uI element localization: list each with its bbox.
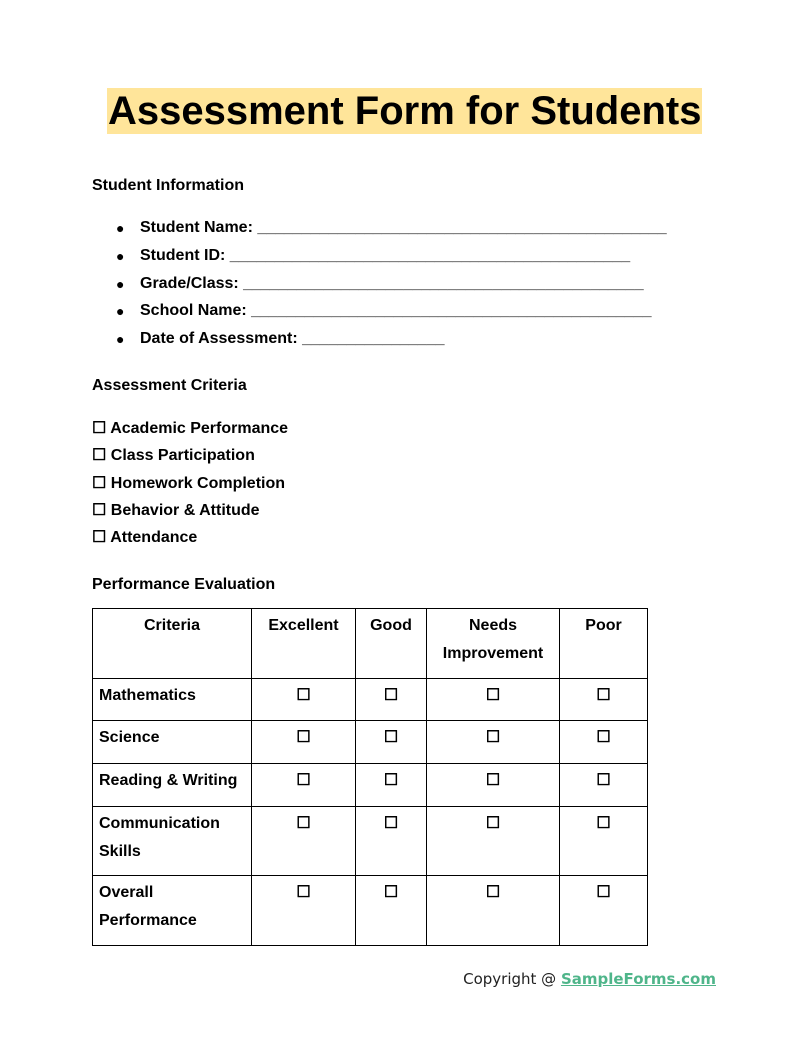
student-id-field[interactable] <box>116 246 667 274</box>
column-header-needs-improvement: Needs Improvement <box>427 609 560 679</box>
checkbox-reading-writing-excellent[interactable]: ☐ <box>252 764 356 807</box>
performance-evaluation-heading: Performance Evaluation <box>92 576 276 593</box>
checkbox-communication-skills-good[interactable]: ☐ <box>356 807 427 876</box>
checkbox-mathematics-needs-improvement[interactable]: ☐ <box>427 679 560 721</box>
table-row <box>93 764 648 807</box>
checkbox-overall-performance-good[interactable]: ☐ <box>356 876 427 946</box>
criteria-checkbox-behavior-attitude[interactable]: ☐ Behavior & Attitude <box>92 501 260 519</box>
column-header-good: Good <box>356 609 427 679</box>
sampleforms-link[interactable]: SampleForms.com <box>560 970 716 988</box>
criteria-checkbox-academic-performance[interactable]: ☐ Academic Performance <box>92 420 289 437</box>
copyright-text: Copyright @ <box>463 970 561 988</box>
table-row <box>93 876 648 946</box>
criteria-checklist <box>92 419 288 555</box>
bullet-icon: ● <box>116 275 125 292</box>
checkbox-mathematics-poor[interactable]: ☐ <box>560 679 648 721</box>
grade-class-field[interactable] <box>116 274 667 302</box>
checkbox-mathematics-excellent[interactable]: ☐ <box>252 679 356 721</box>
criteria-checkbox-class-participation[interactable]: ☐ Class Participation <box>92 447 255 465</box>
row-label-reading-writing: Reading & Writing <box>93 764 252 807</box>
table-row <box>93 679 648 721</box>
checkbox-communication-skills-needs-improvement[interactable]: ☐ <box>427 807 560 876</box>
checkbox-reading-writing-poor[interactable]: ☐ <box>560 764 648 807</box>
checkbox-reading-writing-good[interactable]: ☐ <box>356 764 427 807</box>
student-id-label: Student ID: _____________________________________________ <box>140 246 631 264</box>
student-info-list <box>116 218 667 357</box>
table-row <box>93 807 648 876</box>
row-label-communication-skills: Communication Skills <box>93 807 252 876</box>
checkbox-overall-performance-poor[interactable]: ☐ <box>560 876 648 946</box>
row-label-science: Science <box>93 721 252 764</box>
row-label-mathematics: Mathematics <box>93 679 252 721</box>
date-of-assessment-field[interactable] <box>116 329 667 357</box>
school-name-field[interactable] <box>116 301 667 329</box>
column-header-poor: Poor <box>560 609 648 679</box>
checkbox-science-good[interactable]: ☐ <box>356 721 427 764</box>
bullet-icon: ● <box>116 220 125 236</box>
performance-evaluation-table <box>92 608 648 946</box>
checkbox-reading-writing-needs-improvement[interactable]: ☐ <box>427 764 560 807</box>
criteria-checkbox-homework-completion[interactable]: ☐ Homework Completion <box>92 474 286 492</box>
assessment-criteria-heading: Assessment Criteria <box>92 377 247 394</box>
school-name-label: School Name: _____________________________________________ <box>140 302 652 320</box>
checkbox-communication-skills-excellent[interactable]: ☐ <box>252 807 356 876</box>
student-name-field[interactable] <box>116 218 667 246</box>
criteria-checkbox-attendance[interactable]: ☐ Attendance <box>92 529 198 547</box>
checkbox-communication-skills-poor[interactable]: ☐ <box>560 807 648 876</box>
copyright-footer <box>463 968 716 990</box>
student-name-label: Student Name: ______________________________________________ <box>140 219 667 236</box>
column-header-excellent: Excellent <box>252 609 356 679</box>
column-header-criteria: Criteria <box>93 609 252 679</box>
bullet-icon: ● <box>116 303 125 320</box>
student-info-heading: Student Information <box>92 177 244 194</box>
table-header-row <box>93 609 648 679</box>
checkbox-overall-performance-excellent[interactable]: ☐ <box>252 876 356 946</box>
checkbox-mathematics-good[interactable]: ☐ <box>356 679 427 721</box>
checkbox-science-excellent[interactable]: ☐ <box>252 721 356 764</box>
date-of-assessment-label: Date of Assessment: ________________ <box>140 330 445 348</box>
grade-class-label: Grade/Class: _____________________________________________ <box>140 274 644 292</box>
checkbox-overall-performance-needs-improvement[interactable]: ☐ <box>427 876 560 946</box>
bullet-icon: ● <box>116 331 125 348</box>
checkbox-science-needs-improvement[interactable]: ☐ <box>427 721 560 764</box>
row-label-overall-performance: Overall Performance <box>93 876 252 946</box>
checkbox-science-poor[interactable]: ☐ <box>560 721 648 764</box>
bullet-icon: ● <box>116 247 125 264</box>
page-title: Assessment Form for Students <box>108 89 702 133</box>
table-row <box>93 721 648 764</box>
